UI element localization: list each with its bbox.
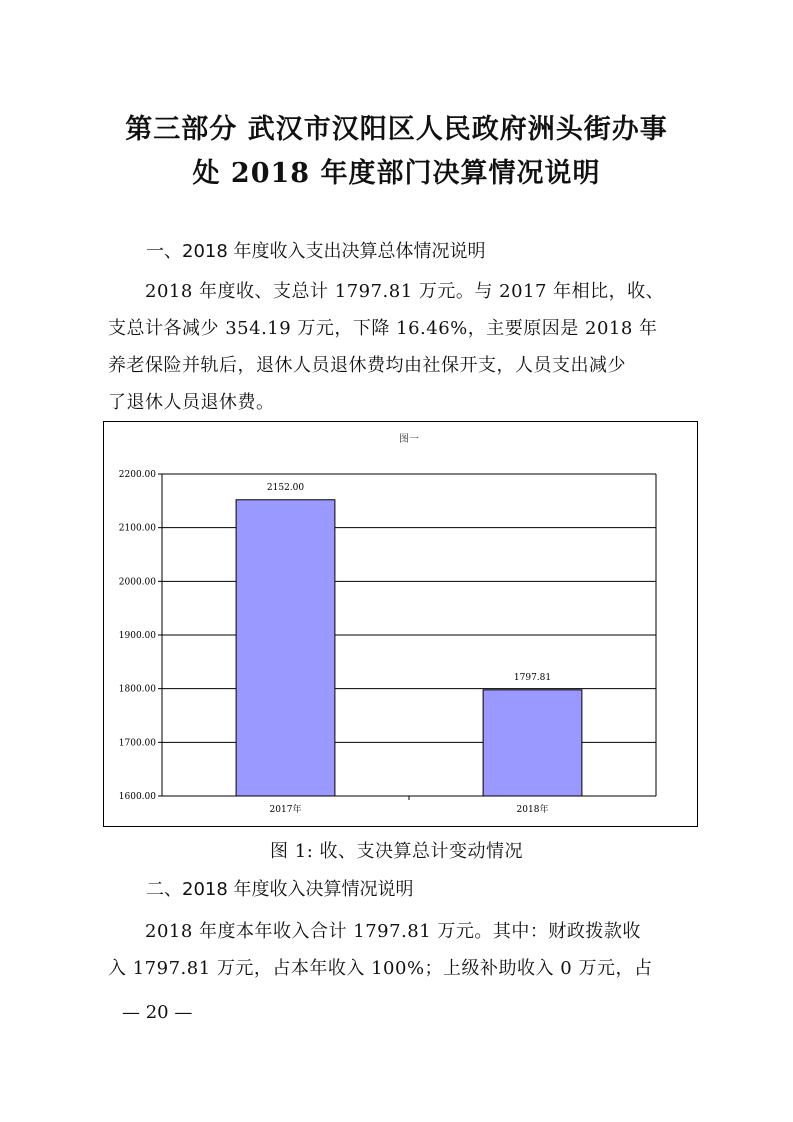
page-title-line-1: 第三部分 武汉市汉阳区人民政府洲头街办事 — [125, 114, 668, 145]
section-2-line-1: 2018 年度本年收入合计 1797.81 万元。其中：财政拨款收 — [145, 921, 641, 942]
section-2-heading: 二、2018 年度收入决算情况说明 — [146, 879, 414, 900]
section-1-line-4: 了退休人员退休费。 — [108, 392, 275, 413]
y-tick-label: 1600.00 — [118, 792, 156, 802]
bar-chart-svg — [104, 422, 699, 828]
y-tick-label: 1900.00 — [118, 631, 156, 641]
section-2-line-2: 入 1797.81 万元，占本年收入 100%；上级补助收入 0 万元，占 — [108, 958, 653, 979]
y-tick-label: 2100.00 — [118, 523, 156, 534]
y-tick-label: 2200.00 — [118, 470, 156, 480]
figure-caption: 图 1: 收、支决算总计变动情况 — [270, 841, 523, 862]
page-number: — 20 — — [122, 1002, 193, 1023]
y-tick-label: 1800.00 — [118, 684, 156, 695]
data-label: 2152.00 — [266, 482, 305, 493]
x-tick-label: 2018年 — [516, 805, 549, 815]
section-1-line-2: 支总计各减少 354.19 万元，下降 16.46%，主要原因是 2018 年 — [108, 318, 658, 339]
x-tick-label: 2017年 — [269, 805, 302, 815]
chart-title: 图一 — [399, 434, 419, 445]
section-1-line-1: 2018 年度收、支总计 1797.81 万元。与 2017 年相比，收、 — [145, 281, 665, 302]
y-tick-label: 1700.00 — [118, 738, 156, 749]
section-1-paragraph — [108, 273, 688, 421]
section-1-line-3: 养老保险并轨后，退休人员退休费均由社保开支，人员支出减少 — [108, 355, 626, 376]
section-2-paragraph — [108, 913, 688, 987]
bar-2018年 — [483, 690, 582, 796]
data-label: 1797.81 — [513, 672, 552, 683]
section-1-heading: 一、2018 年度收入支出决算总体情况说明 — [146, 241, 486, 262]
y-tick-label: 2000.00 — [118, 577, 156, 588]
bar-2017年 — [236, 500, 335, 796]
page-title-line-2: 处 2018 年度部门决算情况说明 — [192, 158, 601, 189]
bar-chart — [103, 421, 698, 827]
